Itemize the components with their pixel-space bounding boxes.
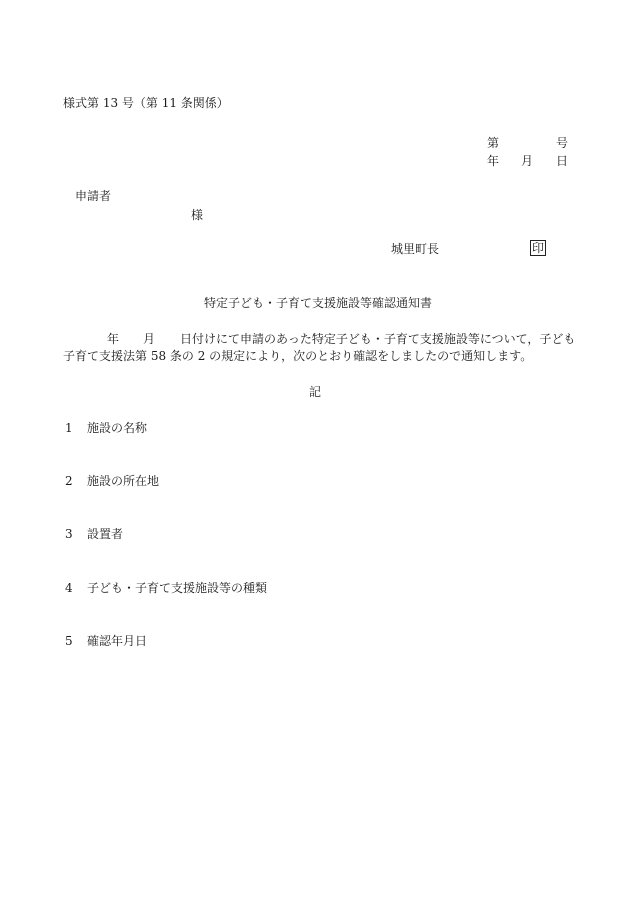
date-month: 月: [521, 154, 534, 168]
form-number: 様式第 13 号（第 11 条関係）: [63, 96, 229, 110]
item-label: 子ども・子育て支援施設等の種類: [87, 581, 268, 595]
document-title: 特定子ども・子育て支援施設等確認通知書: [204, 296, 433, 310]
item-2: [65, 473, 159, 489]
item-label: 設置者: [87, 527, 124, 541]
item-1: [65, 420, 147, 436]
applicant-label: 申請者: [75, 189, 112, 203]
body-line2-text: 子育て支援法第 58 条の 2 の規定により，次のとおり確認をしましたので通知します。: [63, 349, 533, 363]
issuer: 城里町長: [391, 242, 440, 256]
seal-text: 印: [532, 241, 545, 255]
body-line1-year: 年: [107, 332, 120, 346]
item-3: [65, 526, 123, 542]
item-5: [65, 633, 147, 649]
item-number: 1: [65, 421, 73, 435]
item-label: 施設の所在地: [87, 474, 160, 488]
ki-heading: 記: [309, 385, 322, 399]
item-4: [65, 580, 267, 596]
doc-number-prefix: 第: [487, 136, 500, 150]
item-label: 確認年月日: [87, 634, 148, 648]
item-number: 2: [65, 474, 73, 488]
date-year: 年: [487, 154, 500, 168]
item-label: 施設の名称: [87, 421, 148, 435]
body-line1-month: 月: [143, 332, 156, 346]
body-line1-text: 日付けにて申請のあった特定子ども・子育て支援施設等について，子ども: [180, 332, 576, 346]
item-number: 4: [65, 581, 73, 595]
seal-mark: [530, 240, 546, 256]
item-number: 3: [65, 527, 73, 541]
item-number: 5: [65, 634, 73, 648]
doc-number-suffix: 号: [556, 136, 569, 150]
honorific: 様: [191, 208, 204, 222]
date-day: 日: [556, 154, 569, 168]
